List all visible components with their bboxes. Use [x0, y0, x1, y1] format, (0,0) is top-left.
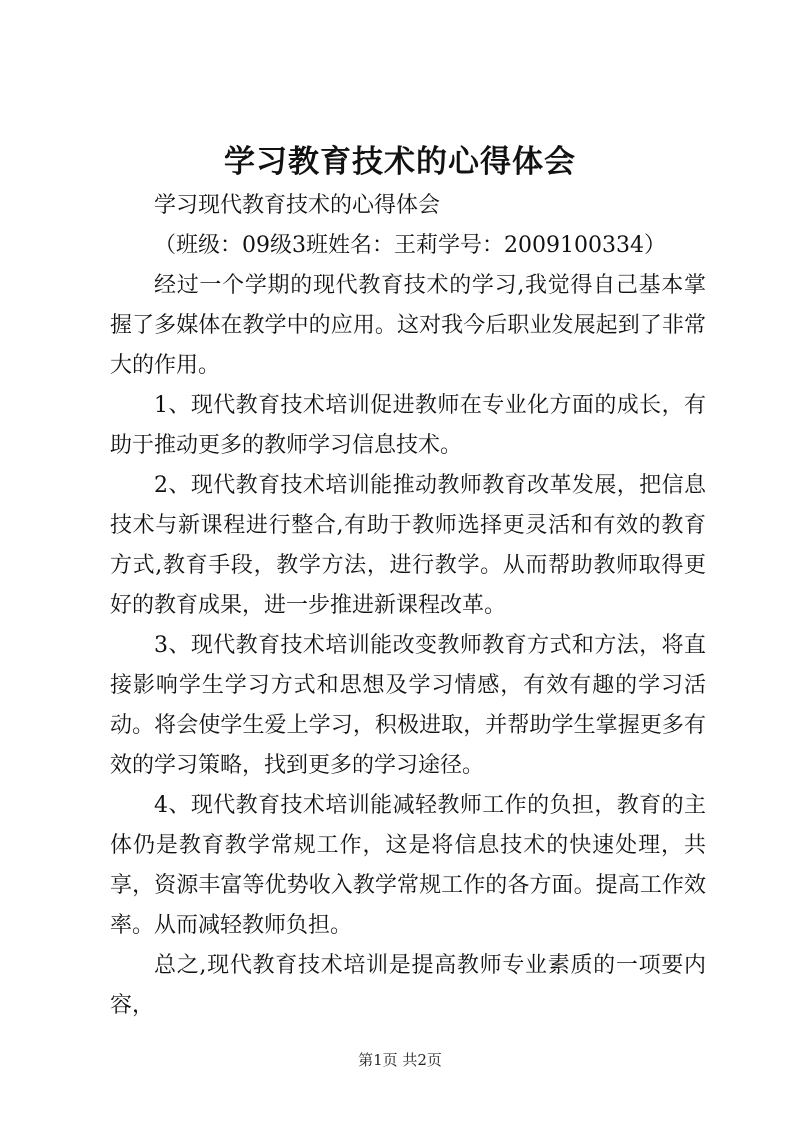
subtitle-paragraph: 学习现代教育技术的心得体会: [154, 193, 441, 218]
document-body: [110, 186, 706, 1026]
conclusion-paragraph: 总之,现代教育技术培训是提高教师专业素质的一项要内容，: [110, 953, 706, 1018]
point-3-paragraph: 3、现代教育技术培训能改变教师教育方式和方法，将直接影响学生学习方式和思想及学习情感，有效有趣的学习活动。将会使学生爱上学习，积极进取，并帮助学生掌握更多有效的学习策略，找到更多的学习途径。: [110, 633, 706, 778]
point-1-paragraph: 1、现代教育技术培训促进教师在专业化方面的成长，有助于推动更多的教师学习信息技术。: [110, 393, 706, 458]
intro-paragraph: 经过一个学期的现代教育技术的学习,我觉得自己基本掌握了多媒体在教学中的应用。这对我今后职业发展起到了非常大的作用。: [110, 273, 706, 378]
point-4-paragraph: 4、现代教育技术培训能减轻教师工作的负担，教育的主体仍是教育教学常规工作，这是将信息技术的快速处理，共享，资源丰富等优势收入教学常规工作的各方面。提高工作效率。从而减轻教师负担。: [110, 793, 706, 938]
point-2-paragraph: 2、现代教育技术培训能推动教师教育改革发展，把信息技术与新课程进行整合,有助于教师选择更灵活和有效的教育方式,教育手段，教学方法，进行教学。从而帮助教师取得更好的教育成果，进一步推进新课程改革。: [110, 473, 706, 618]
page-number-footer: 第1页 共2页: [358, 1051, 442, 1069]
document-title: 学习教育技术的心得体会: [224, 144, 576, 180]
student-info-paragraph: （班级：09级3班姓名：王莉学号：2009100334）: [154, 233, 666, 258]
